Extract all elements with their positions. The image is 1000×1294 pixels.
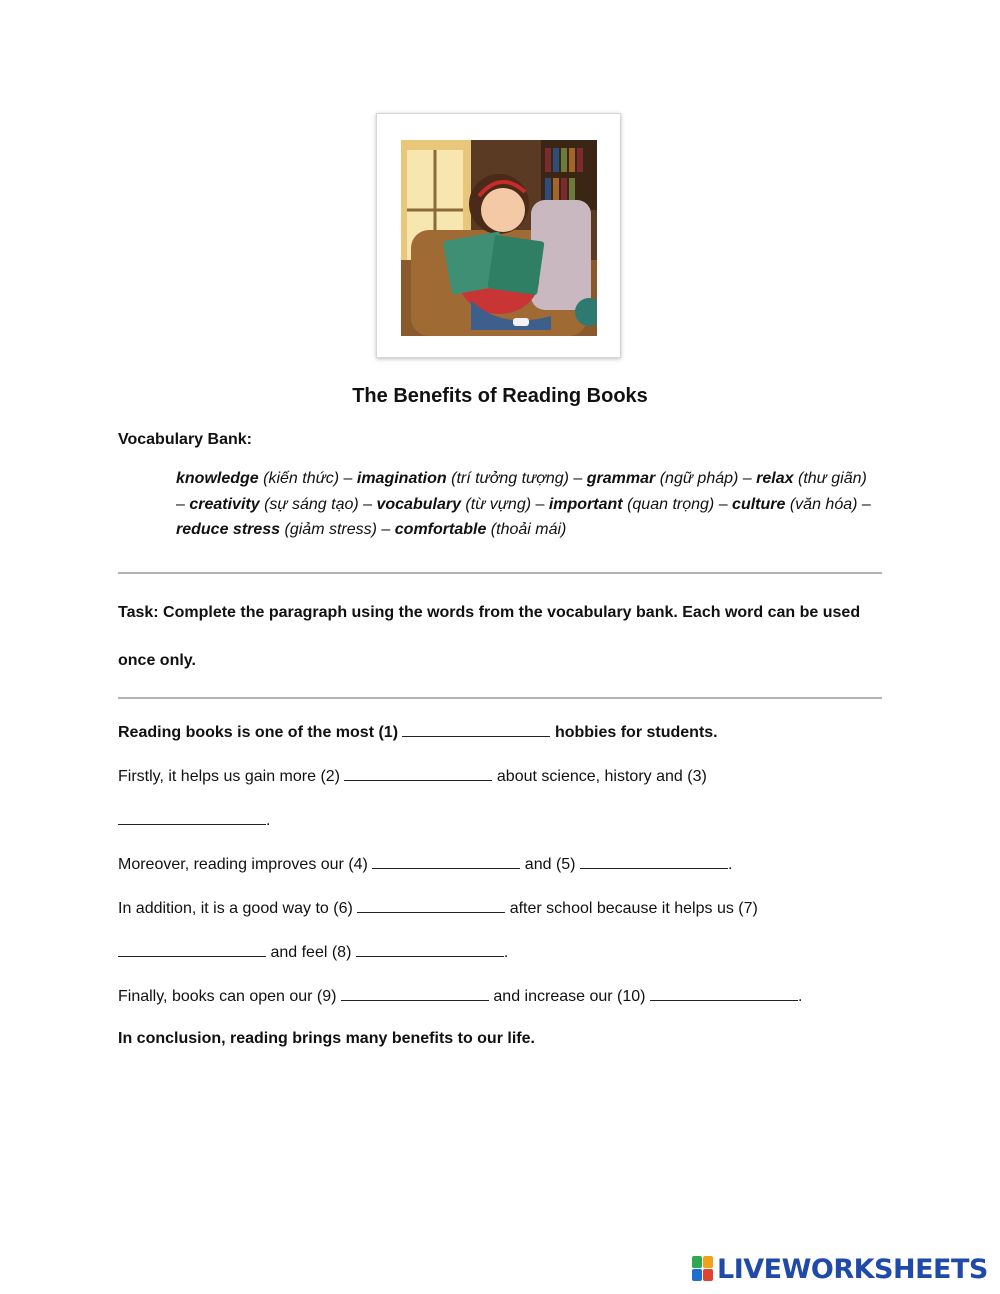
vocab-word: imagination [356, 470, 447, 487]
divider-bottom [118, 697, 882, 699]
blank-6[interactable] [357, 898, 505, 913]
liveworksheets-logo [692, 1254, 988, 1284]
blank-1[interactable] [402, 722, 550, 737]
blank-3[interactable] [118, 810, 266, 825]
task-instructions: Task: Complete the paragraph using the words from the vocabulary bank. Each word can be used once only. [118, 604, 861, 669]
vocab-meaning: (giảm stress) [284, 521, 377, 538]
vocab-meaning: (từ vựng) [465, 495, 532, 513]
vocab-word: reduce stress [176, 521, 281, 538]
vocab-meaning: (trí tưởng tượng) [451, 470, 569, 487]
blank-5[interactable] [580, 854, 728, 869]
girl-reading-illustration [401, 140, 597, 336]
vocab-meaning: (sự sáng tạo) [264, 495, 359, 513]
paragraph-line-3: . [118, 810, 270, 830]
vocab-word: culture [732, 495, 786, 513]
vocab-meaning: (thư giãn) [797, 470, 867, 487]
blank-4[interactable] [372, 854, 520, 869]
vocab-word: grammar [586, 470, 656, 487]
vocab-word: vocabulary [376, 495, 461, 513]
paragraph-line-5: In addition, it is a good way to (6) after school because it helps us (7) [118, 900, 758, 917]
paragraph-line-4: Moreover, reading improves our (4) and (5) . [118, 856, 733, 873]
vocab-meaning: (văn hóa) [789, 495, 858, 513]
vocab-word: comfortable [394, 521, 487, 538]
blank-10[interactable] [650, 986, 798, 1001]
vocab-word: knowledge [176, 470, 259, 487]
illustration-frame [376, 113, 621, 358]
vocab-meaning: (quan trọng) [627, 495, 715, 513]
paragraph-line-2: Firstly, it helps us gain more (2) about science, history and (3) [118, 768, 707, 785]
logo-text: LIVEWORKSHEETS [717, 1253, 988, 1285]
blank-8[interactable] [356, 942, 504, 957]
vocab-word: creativity [189, 495, 260, 513]
paragraph-line-7: Finally, books can open our (9) and increase our (10) . [118, 988, 803, 1005]
blank-9[interactable] [341, 986, 489, 1001]
blank-7[interactable] [118, 942, 266, 957]
vocab-word: important [548, 495, 623, 513]
vocabulary-list: knowledge (kiến thức) – imagination (trí tưởng tượng) – grammar (ngữ pháp) – relax (thư giãn) – creativity (sự sáng tạo) – vocabulary (từ vựng) – important (quan trọng) – culture (văn hóa) – reduce stress (giảm stress) – comfortable (thoải mái) [176, 470, 871, 538]
page-title: The Benefits of Reading Books [352, 385, 648, 407]
vocab-word: relax [756, 470, 794, 487]
logo-icon [692, 1256, 714, 1282]
vocab-meaning: (kiến thức) [263, 470, 340, 487]
divider-top [118, 572, 882, 574]
vocab-meaning: (thoải mái) [490, 521, 567, 538]
paragraph-line-6: and feel (8) . [118, 942, 508, 962]
blank-2[interactable] [344, 766, 492, 781]
vocab-meaning: (ngữ pháp) [659, 470, 739, 487]
vocabulary-heading: Vocabulary Bank: [118, 431, 252, 448]
conclusion: In conclusion, reading brings many benefits to our life. [118, 1030, 535, 1047]
paragraph-line-1: Reading books is one of the most (1) hobbies for students. [118, 724, 718, 741]
